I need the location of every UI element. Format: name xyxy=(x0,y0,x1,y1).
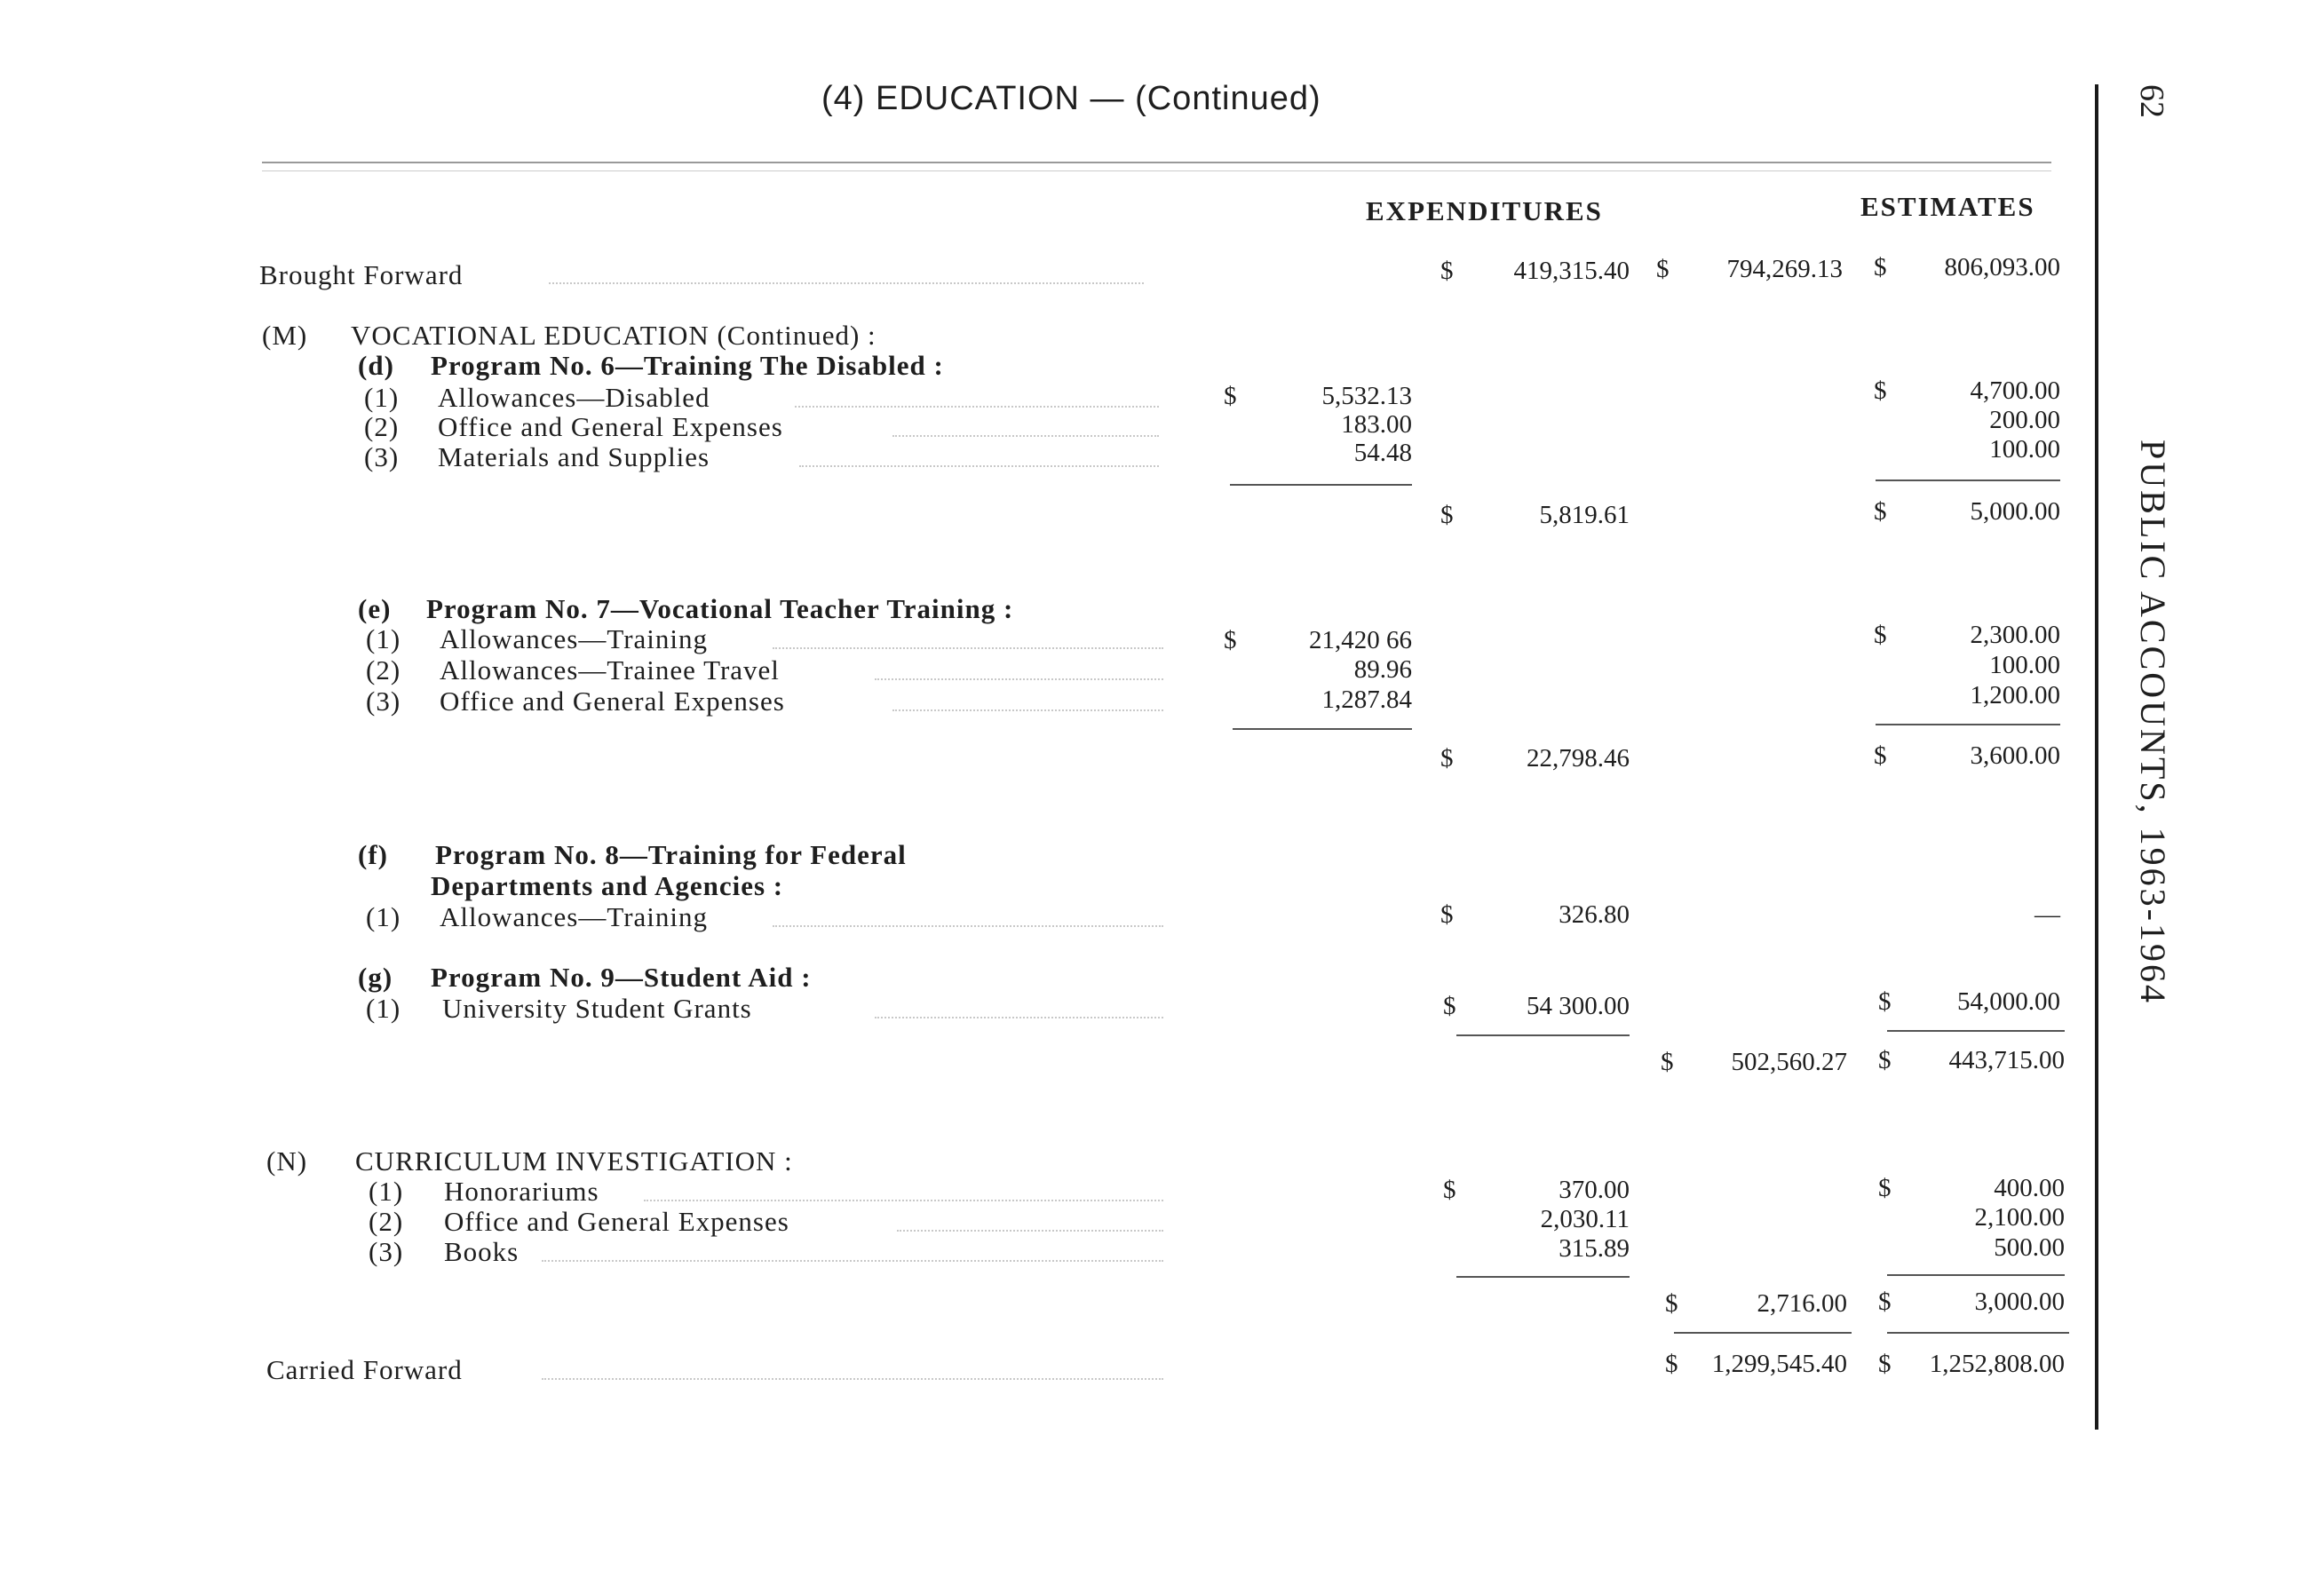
program-d-subtotal-estimate: 5,000.00 xyxy=(1970,497,2060,526)
page-edge-rule xyxy=(2095,84,2098,1430)
currency-sign: $ xyxy=(1440,501,1454,529)
item-estimate: 400.00 xyxy=(1994,1174,2065,1202)
item-number: (1) xyxy=(366,623,401,654)
program-d-title: Program No. 6—Training The Disabled : xyxy=(431,350,944,381)
item-expenditure: 5,532.13 xyxy=(1321,382,1412,410)
section-m-prefix: (M) xyxy=(262,320,308,351)
brought-forward-expenditure-total: 419,315.40 xyxy=(1513,257,1630,285)
header-rule-bottom xyxy=(262,170,2051,171)
carried-forward-label: Carried Forward xyxy=(266,1354,463,1385)
currency-sign: $ xyxy=(1874,497,1887,526)
leader-dots xyxy=(549,282,1144,284)
item-number: (3) xyxy=(364,441,400,472)
leader-dots xyxy=(799,465,1159,467)
column-header-expenditures: EXPENDITURES xyxy=(1366,195,1603,226)
leader-dots xyxy=(795,406,1159,408)
total-rule xyxy=(1456,1034,1630,1036)
currency-sign: $ xyxy=(1440,257,1454,285)
item-label: Materials and Supplies xyxy=(438,441,710,472)
subtotal-rule xyxy=(1456,1276,1630,1278)
item-expenditure: 315.89 xyxy=(1559,1234,1630,1263)
item-estimate: 1,200.00 xyxy=(1970,681,2060,709)
currency-sign: $ xyxy=(1874,621,1887,649)
item-expenditure: 183.00 xyxy=(1341,410,1412,439)
subtotal-rule xyxy=(1876,479,2060,481)
brought-forward-estimate: 806,093.00 xyxy=(1944,253,2060,281)
brought-forward-expenditure-grand: 794,269.13 xyxy=(1726,255,1843,283)
item-label: Office and General Expenses xyxy=(438,411,783,442)
item-label: Allowances—Training xyxy=(440,623,708,654)
currency-sign: $ xyxy=(1440,744,1454,773)
currency-sign: $ xyxy=(1874,376,1887,405)
item-expenditure: 1,287.84 xyxy=(1321,685,1412,714)
item-estimate: 2,100.00 xyxy=(1974,1203,2065,1232)
item-label: Allowances—Trainee Travel xyxy=(440,654,780,685)
header-rule-top xyxy=(262,162,2051,163)
item-label: Allowances—Training xyxy=(440,901,708,932)
item-label: Office and General Expenses xyxy=(440,685,785,717)
item-estimate: 200.00 xyxy=(1989,406,2060,434)
item-number: (3) xyxy=(369,1236,404,1267)
item-number: (3) xyxy=(366,685,401,717)
item-expenditure: 89.96 xyxy=(1353,655,1412,684)
brought-forward-label: Brought Forward xyxy=(259,259,464,290)
item-estimate: 100.00 xyxy=(1989,651,2060,679)
leader-dots xyxy=(897,1230,1163,1232)
currency-sign: $ xyxy=(1874,741,1887,770)
leader-dots xyxy=(542,1378,1163,1380)
running-title: PUBLIC ACCOUNTS, 1963-1964 xyxy=(2133,440,2173,1005)
currency-sign: $ xyxy=(1443,992,1456,1020)
leader-dots xyxy=(773,925,1163,927)
grand-total-rule xyxy=(1674,1332,1852,1334)
leader-dots xyxy=(875,1017,1163,1018)
currency-sign: $ xyxy=(1665,1350,1678,1378)
leader-dots xyxy=(644,1200,1163,1201)
item-expenditure: 21,420 66 xyxy=(1309,626,1412,654)
program-f-title-line1: Program No. 8—Training for Federal xyxy=(435,839,907,870)
currency-sign: $ xyxy=(1224,382,1237,410)
currency-sign: $ xyxy=(1443,1176,1456,1204)
page-number: 62 xyxy=(2133,84,2170,118)
item-estimate: 54,000.00 xyxy=(1957,987,2060,1016)
currency-sign: $ xyxy=(1656,255,1670,283)
item-estimate: — xyxy=(2034,900,2060,929)
program-e-subtotal-estimate: 3,600.00 xyxy=(1970,741,2060,770)
item-label: Honorariums xyxy=(444,1176,599,1207)
item-number: (1) xyxy=(366,901,401,932)
subtotal-rule xyxy=(1876,724,2060,725)
section-m-total-estimate: 443,715.00 xyxy=(1948,1046,2065,1074)
currency-sign: $ xyxy=(1661,1048,1674,1076)
leader-dots xyxy=(875,678,1163,680)
page-title: (4) EDUCATION — (Continued) xyxy=(821,80,1321,117)
item-expenditure: 54.48 xyxy=(1353,439,1412,467)
item-number: (2) xyxy=(366,654,401,685)
leader-dots xyxy=(773,647,1163,649)
subtotal-rule xyxy=(1887,1274,2065,1276)
section-n-total-expenditure: 2,716.00 xyxy=(1757,1289,1847,1318)
currency-sign: $ xyxy=(1224,626,1237,654)
program-f-title-line2: Departments and Agencies : xyxy=(431,870,784,901)
program-e-subtotal-expenditure: 22,798.46 xyxy=(1527,744,1630,773)
currency-sign: $ xyxy=(1665,1289,1678,1318)
subtotal-rule xyxy=(1230,484,1412,486)
program-e-title: Program No. 7—Vocational Teacher Training : xyxy=(426,593,1014,624)
item-label: Books xyxy=(444,1236,520,1267)
item-expenditure: 2,030.11 xyxy=(1540,1205,1630,1233)
item-number: (1) xyxy=(364,382,400,413)
section-m-total-expenditure: 502,560.27 xyxy=(1731,1048,1847,1076)
item-estimate: 4,700.00 xyxy=(1970,376,2060,405)
item-label: Office and General Expenses xyxy=(444,1206,789,1237)
currency-sign: $ xyxy=(1878,1174,1892,1202)
program-f-prefix: (f) xyxy=(358,839,388,870)
item-expenditure: 370.00 xyxy=(1559,1176,1630,1204)
leader-dots xyxy=(892,709,1163,711)
item-number: (1) xyxy=(366,993,401,1024)
section-m-title: VOCATIONAL EDUCATION (Continued) : xyxy=(351,320,876,351)
currency-sign: $ xyxy=(1878,1046,1892,1074)
currency-sign: $ xyxy=(1878,1288,1892,1316)
total-rule xyxy=(1887,1030,2065,1032)
program-g-prefix: (g) xyxy=(358,962,393,993)
currency-sign: $ xyxy=(1874,253,1887,281)
item-expenditure: 326.80 xyxy=(1559,900,1630,929)
section-n-title: CURRICULUM INVESTIGATION : xyxy=(355,1145,793,1177)
column-header-estimates: ESTIMATES xyxy=(1860,191,2035,222)
currency-sign: $ xyxy=(1878,987,1892,1016)
carried-forward-expenditure: 1,299,545.40 xyxy=(1711,1350,1847,1378)
carried-forward-estimate: 1,252,808.00 xyxy=(1929,1350,2065,1378)
program-g-title: Program No. 9—Student Aid : xyxy=(431,962,812,993)
program-e-prefix: (e) xyxy=(358,593,392,624)
grand-total-rule xyxy=(1887,1332,2069,1334)
item-label: University Student Grants xyxy=(442,993,752,1024)
item-estimate: 500.00 xyxy=(1994,1233,2065,1262)
section-n-total-estimate: 3,000.00 xyxy=(1974,1288,2065,1316)
leader-dots xyxy=(892,435,1159,437)
item-number: (1) xyxy=(369,1176,404,1207)
program-d-prefix: (d) xyxy=(358,350,394,381)
program-d-subtotal-expenditure: 5,819.61 xyxy=(1539,501,1630,529)
item-expenditure: 54 300.00 xyxy=(1527,992,1630,1020)
item-estimate: 100.00 xyxy=(1989,435,2060,464)
item-number: (2) xyxy=(364,411,400,442)
section-n-prefix: (N) xyxy=(266,1145,308,1177)
leader-dots xyxy=(542,1260,1163,1262)
item-label: Allowances—Disabled xyxy=(438,382,710,413)
currency-sign: $ xyxy=(1440,900,1454,929)
item-number: (2) xyxy=(369,1206,404,1237)
currency-sign: $ xyxy=(1878,1350,1892,1378)
subtotal-rule xyxy=(1233,728,1412,730)
item-estimate: 2,300.00 xyxy=(1970,621,2060,649)
